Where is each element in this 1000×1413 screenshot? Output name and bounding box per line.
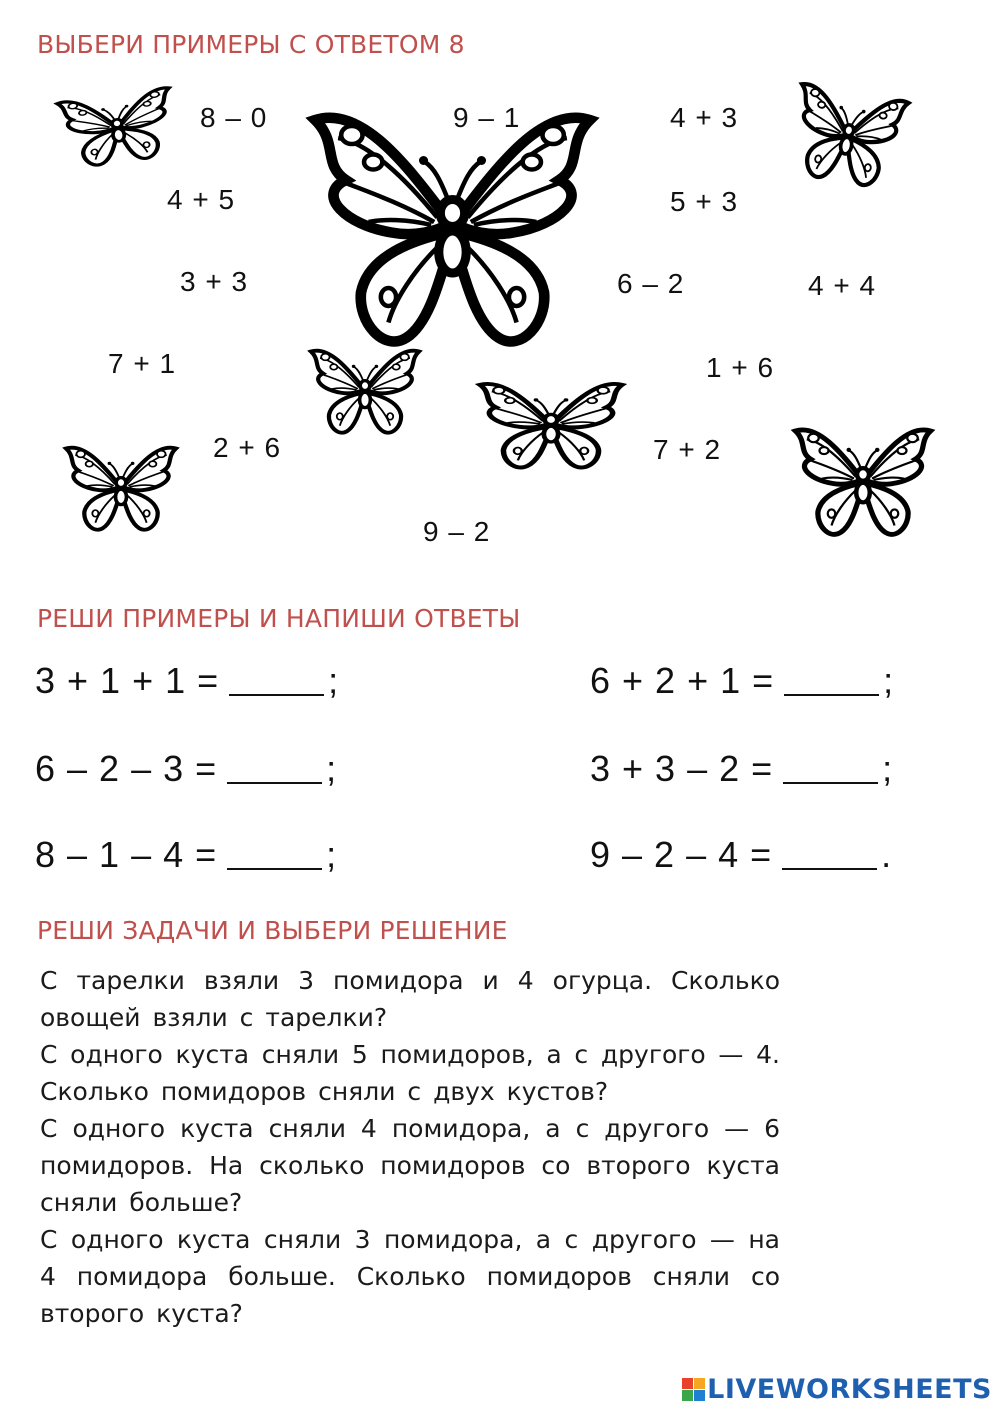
section3-heading: РЕШИ ЗАДАЧИ И ВЫБЕРИ РЕШЕНИЕ [37, 916, 508, 945]
expression-option[interactable]: 1 + 6 [706, 352, 775, 383]
word-problem: С одного куста сняли 3 помидора, а с другого — на 4 помидора больше. Сколько помидоров сняли со второго куста? [40, 1225, 780, 1328]
equation-expression: 3 + 3 – 2 = [590, 748, 774, 789]
equation-expression: 6 – 2 – 3 = [35, 748, 218, 789]
answer-blank[interactable] [782, 840, 877, 870]
section2-heading: РЕШИ ПРИМЕРЫ И НАПИШИ ОТВЕТЫ [37, 604, 521, 633]
word-problem: С одного куста сняли 5 помидоров, а с другого — 4. Сколько помидоров сняли с двух кустов? [40, 1040, 780, 1106]
butterfly-icon [778, 65, 917, 204]
equation-end: ; [882, 748, 894, 789]
expression-option[interactable]: 3 + 3 [180, 266, 249, 297]
answer-blank[interactable] [227, 840, 322, 870]
logo-mark-icon [682, 1378, 705, 1401]
equation-row [35, 748, 337, 790]
equation-row [590, 660, 894, 702]
butterfly-icon [49, 74, 185, 181]
expression-option[interactable]: 5 + 3 [670, 186, 739, 217]
butterfly-icon [305, 335, 425, 445]
equation-expression: 8 – 1 – 4 = [35, 834, 218, 875]
equation-expression: 3 + 1 + 1 = [35, 660, 220, 701]
answer-blank[interactable] [783, 754, 878, 784]
expression-option[interactable]: 2 + 6 [213, 432, 282, 463]
butterfly-icon [472, 368, 630, 480]
expression-option[interactable]: 4 + 3 [670, 102, 739, 133]
equation-row [590, 748, 893, 790]
expression-option[interactable]: 4 + 5 [167, 184, 236, 215]
expression-option[interactable]: 8 – 0 [200, 102, 268, 133]
butterfly-icon [788, 410, 938, 550]
expression-option[interactable]: 4 + 4 [808, 270, 877, 301]
equation-end: ; [328, 660, 340, 701]
butterfly-icon [60, 432, 182, 542]
expression-option[interactable]: 6 – 2 [617, 268, 685, 299]
liveworksheets-logo[interactable] [682, 1374, 992, 1405]
section1-heading: ВЫБЕРИ ПРИМЕРЫ С ОТВЕТОМ 8 [37, 30, 465, 59]
expression-option[interactable]: 9 – 1 [453, 102, 521, 133]
equation-expression: 9 – 2 – 4 = [590, 834, 773, 875]
equation-end: ; [326, 748, 338, 789]
answer-blank[interactable] [784, 666, 879, 696]
logo-text: LIVEWORKSHEETS [707, 1374, 992, 1405]
equation-end: . [881, 834, 893, 875]
answer-blank[interactable] [229, 666, 324, 696]
equation-end: ; [883, 660, 895, 701]
equation-end: ; [326, 834, 338, 875]
equation-expression: 6 + 2 + 1 = [590, 660, 775, 701]
expression-option[interactable]: 9 – 2 [423, 516, 491, 547]
answer-blank[interactable] [227, 754, 322, 784]
equation-row [35, 834, 337, 876]
word-problem: С одного куста сняли 4 помидора, а с другого — 6 помидоров. На сколько помидоров со второго куста сняли больше? [40, 1114, 780, 1217]
expression-option[interactable]: 7 + 1 [108, 348, 177, 379]
equation-row [590, 834, 892, 876]
word-problems [40, 962, 780, 1332]
word-problem: С тарелки взяли 3 помидора и 4 огурца. Сколько овощей взяли с тарелки? [40, 966, 780, 1032]
equation-row [35, 660, 339, 702]
expression-option[interactable]: 7 + 2 [653, 434, 722, 465]
